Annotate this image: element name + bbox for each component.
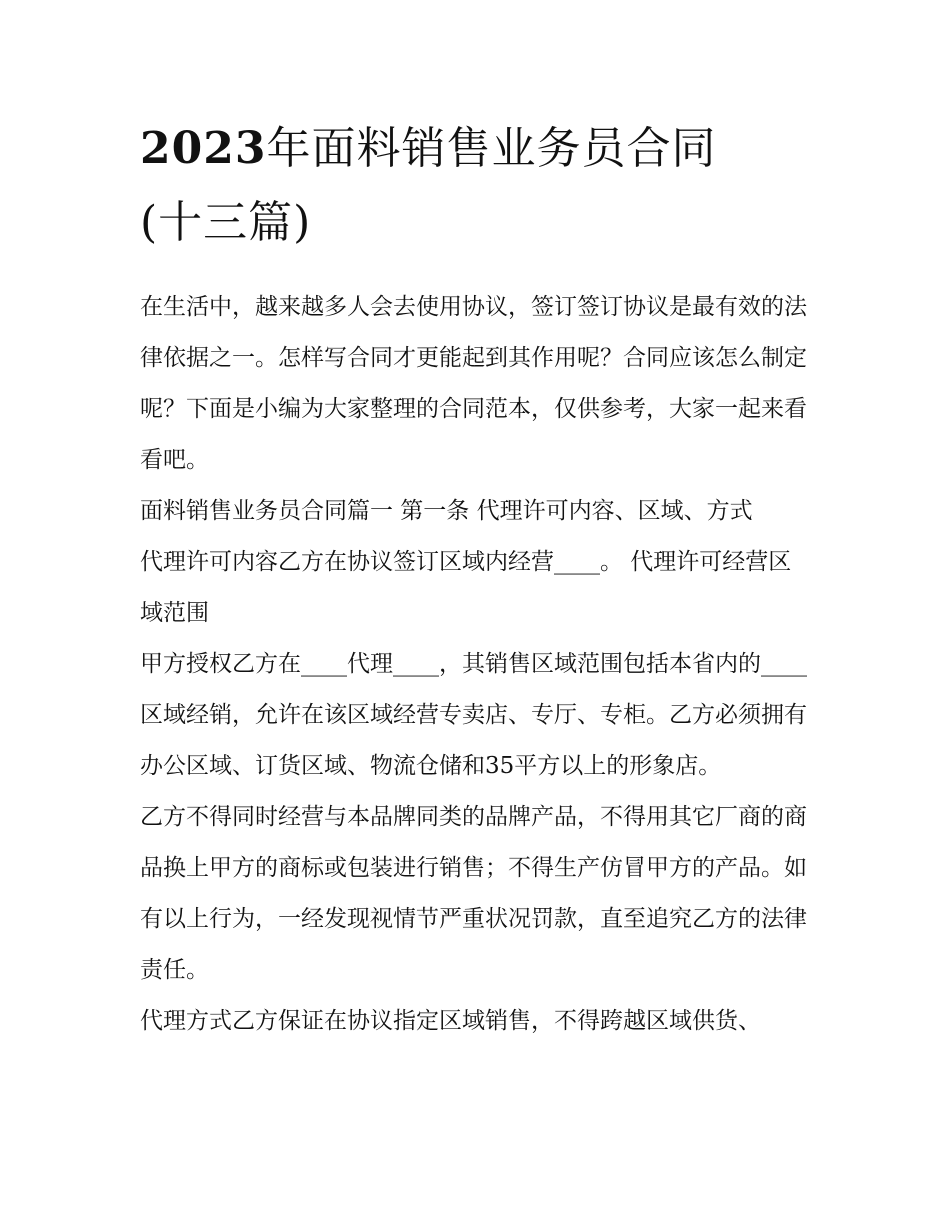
section-heading-paragraph: 面料销售业务员合同篇一 第一条 代理许可内容、区域、方式 bbox=[140, 498, 753, 524]
agency-method-paragraph: 代理方式乙方保证在协议指定区域销售，不得跨越区域供货、 bbox=[140, 1008, 761, 1034]
title-line2: (十三篇) bbox=[140, 197, 312, 248]
license-content-paragraph: 代理许可内容乙方在协议签订区域内经营____。 代理许可经营区域范围 bbox=[140, 549, 792, 626]
title-line1-rest: 年面料销售业务员合同 bbox=[266, 123, 717, 174]
restriction-paragraph: 乙方不得同时经营与本品牌同类的品牌产品，不得用其它厂商的商品换上甲方的商标或包装进行销售；不得生产仿冒甲方的产品。如有以上行为，一经发现视情节严重状况罚款，直至追究乙方的法律责任。 bbox=[140, 804, 807, 983]
authorization-paragraph: 甲方授权乙方在____代理____，其销售区域范围包括本省内的____区域经销，允许在该区域经营专卖店、专厅、专柜。乙方必须拥有办公区域、订货区域、物流仓储和35平方以上的形象店。 bbox=[140, 651, 807, 779]
document-title bbox=[140, 112, 812, 260]
title-year: 2023 bbox=[140, 123, 267, 174]
intro-paragraph: 在生活中，越来越多人会去使用协议，签订签订协议是最有效的法律依据之一。怎样写合同才更能起到其作用呢？合同应该怎么制定呢？下面是小编为大家整理的合同范本，仅供参考，大家一起来看看吧。 bbox=[140, 294, 807, 473]
document-page bbox=[140, 112, 812, 1047]
